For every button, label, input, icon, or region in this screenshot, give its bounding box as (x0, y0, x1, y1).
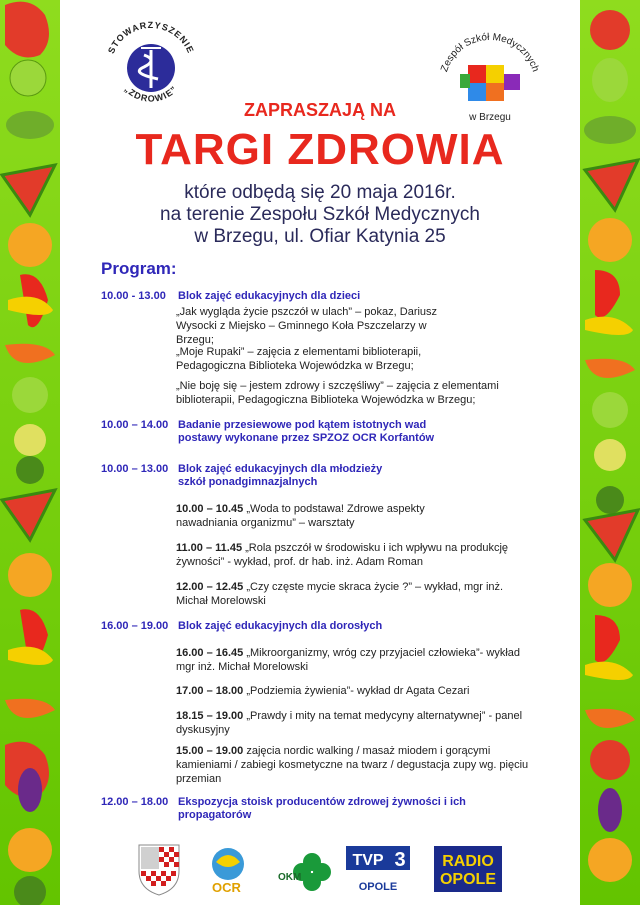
tvp-text: TVP (352, 852, 384, 869)
program-item: „Nie boję się – jestem zdrowy i szczęśliwy” – zajęcia z elementami biblioterapii, Pedagogiczna Biblioteka Wojewódzka w Brzegu; (176, 380, 499, 406)
coat-of-arms-logo (136, 842, 182, 897)
logo-top-text: STOWARZYSZENIE (106, 19, 196, 56)
item-text: „Prawdy i mity na temat medycyny alternatywnej” - panel dyskusyjny (176, 710, 523, 736)
radio-opole-text: OPOLE (439, 871, 497, 888)
item-text: „Rola pszczół w środowisku i ich wpływu na produkcję żywności” - wykład, prof. dr hab. inż. Adam Roman (176, 542, 509, 568)
block-time: 12.00 – 18.00 (101, 796, 169, 808)
program-item: „Moje Rupaki” – zajęcia z elementami biblioterapii, Pedagogiczna Biblioteka Wojewódzka w Brzegu; (176, 346, 422, 372)
program-item (176, 580, 516, 608)
radio-text: RADIO (442, 853, 494, 870)
item-text: „Mikroorganizmy, wróg czy przyjaciel człowieka”- wykład mgr inż. Michał Morelowski (176, 647, 520, 673)
program-item (176, 684, 556, 698)
subtitle-line-3: w Brzegu, ul. Ofiar Katynia 25 (194, 226, 446, 247)
item-text: „Podziemia żywienia”- wykład dr Agata Cezari (246, 685, 470, 697)
block-desc: Badanie przesiewowe pod kątem istotnych wad postawy wykonane przez SPZOZ OCR Korfantów (178, 419, 435, 444)
item-text: „Woda to podstawa! Zdrowe aspekty nawadniania organizmu” – warsztaty (176, 503, 425, 529)
block-time: 10.00 – 13.00 (101, 463, 169, 475)
item-time: 10.00 – 10.45 (176, 503, 244, 515)
school-arc-text: Zespół Szkół Medycznych (439, 31, 541, 74)
ocr-text: OCR (212, 880, 241, 895)
item-time: 16.00 – 16.45 (176, 647, 244, 659)
tvp-opole-text: OPOLE (358, 881, 398, 893)
block-time: 10.00 - 13.00 (101, 290, 166, 302)
program-item (176, 744, 536, 786)
invite-text: ZAPRASZAJĄ NA (243, 100, 396, 120)
program-item (176, 502, 476, 530)
block-desc: Blok zajęć edukacyjnych dla młodzieży szkół ponadgimnazjalnych (178, 463, 383, 488)
block-desc: Ekspozycja stoisk producentów zdrowej żywności i ich propagatorów (178, 796, 466, 821)
item-time: 11.00 – 11.45 (176, 542, 243, 554)
subtitle-line-2: na terenie Zespołu Szkół Medycznych (160, 204, 480, 225)
tvp3-logo (344, 842, 414, 897)
program-item (176, 541, 556, 569)
program-heading: Program: (101, 259, 177, 278)
item-time: 12.00 – 12.45 (176, 581, 244, 593)
logo-bottom-text: „ZDROWIE” (122, 83, 180, 104)
school-bottom-text: w Brzegu (469, 112, 511, 123)
program-item (176, 709, 536, 737)
item-time: 15.00 – 19.00 (176, 745, 244, 757)
item-time: 17.00 – 18.00 (176, 685, 244, 697)
tvp-number: 3 (394, 849, 406, 871)
item-time: 18.15 – 19.00 (176, 710, 244, 722)
program-item (176, 646, 526, 674)
block-desc: Blok zajęć edukacyjnych dla dzieci (178, 290, 361, 302)
block-time: 16.00 – 19.00 (101, 620, 169, 632)
radio-opole-logo (432, 842, 504, 897)
event-subtitle (0, 182, 640, 248)
okm-text: OKM (278, 872, 302, 883)
program-item: „Jak wygląda życie pszczół w ulach” – pokaz, Dariusz Wysocki z Miejsko – Gminnego Koła Pszczelarzy w Brzegu; (176, 306, 438, 346)
okm-logo (276, 842, 332, 897)
block-desc: Blok zajęć edukacyjnych dla dorosłych (178, 620, 383, 632)
item-text: „Czy częste mycie skraca życie ?” – wykład, mgr inż. Michał Morelowski (176, 581, 504, 607)
ocr-logo (198, 842, 248, 897)
subtitle-line-1: które odbędą się 20 maja 2016r. (184, 182, 456, 203)
page-title: TARGI ZDROWIA (135, 125, 505, 174)
item-text: zajęcia nordic walking / masaż miodem i gorącymi kamieniami / zabiegi kosmetyczne na twarz / degustacja zupy wg. pięciu przemian (176, 745, 529, 785)
block-time: 10.00 – 14.00 (101, 419, 169, 431)
